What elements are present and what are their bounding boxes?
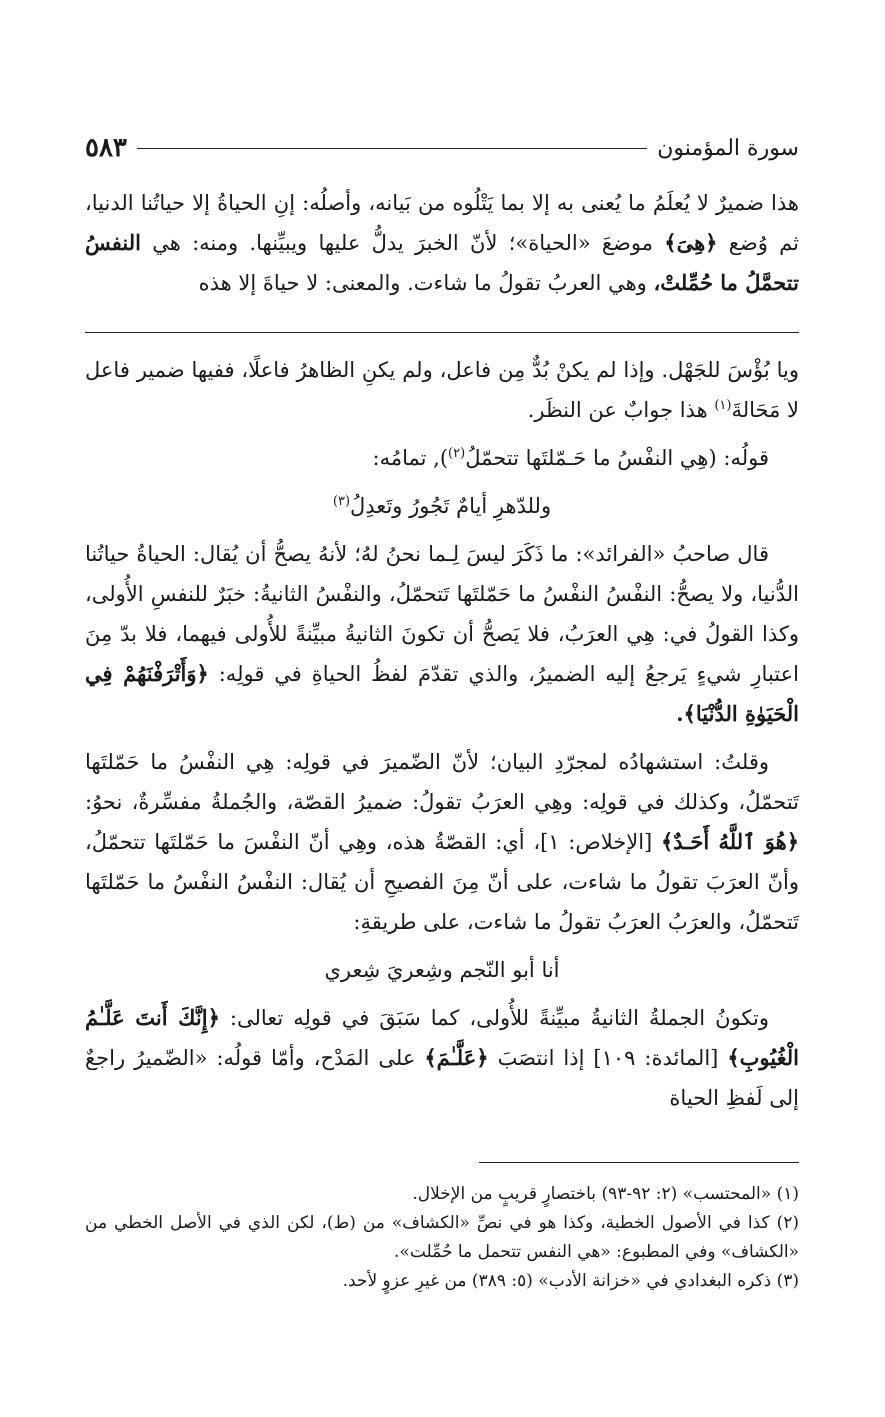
paragraph-2: قولُه: (هِي النفْسُ ما حَـمّلتَها تتحمّلُ$^{(٢)}$), تمامُه: [372,446,769,470]
footnote-divider [479,1162,799,1163]
page-number: ٥٨٣ [85,133,127,163]
header-rule [137,148,647,149]
quran-word-hiya: ﴿هِىَ﴾ [664,230,718,255]
quran-word-allam: ﴿عَلَّـٰمَ﴾ [424,1045,489,1070]
surah-reference-ikhlas: [الإخلاص: ١]، [533,830,653,854]
commentary-block [85,350,799,1126]
footnote-1: (١) «المحتسب» (٢: ٩٢-٩٣) باختصارٍ قريبٍ من الإخلال. [412,1184,799,1204]
quoted-line-3: وهي العربُ تقولُ ما شاءت. والمعنى: لا حياةَ إلا هذه [198,271,647,295]
paragraph-4: وقلتُ: استشهادُه لمجرّدِ البيان؛ لأنّ الضّميرَ في قولِه: هِي النفْسُ ما حَمّلتَها تَتحمّلُ، وكذلك في قولِه: وهِي العرَبُ تقولُ: ضميرُ القصّة، والجُملةُ مفسِّرةٌ، نحوُ: ﴿هُوَ ٱللَّهُ أَحَـدٌ﴾ [الإخلاص: ١]، أي: القصّةُ هذه، وهِي أنّ النفْسَ ما حَمّلتَها تتحمّلُ، وأنّ العرَبَ تقولُ ما شاءت، على أنّ مِنَ الفصيحِ أن يُقال: النفْسُ النفْسُ ما حَمّلتَها تَتحمّلُ، والعرَبُ العرَبُ تقولُ ما شاءت، على طريقةِ: [85,750,800,934]
footnote-3: (٣) ذكره البغدادي في «خزانة الأدب» (٥: ٣٨٩) من غيرِ عزوٍ لأحد. [342,1271,799,1291]
page-header [85,128,799,168]
footnote-2: (٢) كذا في الأصول الخطية، وكذا هو في نصِّ «الكشاف» من (ط)، لكن الذي في الأصل الخطي من «الكشاف» وفي المطبوع: «هي النفس تتحمل ما حُمِّلت». [85,1213,799,1262]
paragraph-1: ويا بُؤْسَ للجَهْل. وإذا لم يكنْ بُدٌّ مِن فاعل، ولم يكنِ الظاهرُ فاعلًا، ففيها ضمير فاعل لا مَحَالةَ$^{(١)}$ هذا جوابٌ عن النظَر. [85,358,799,422]
footnotes [85,1180,799,1296]
bold-phrase: النفسُ تتحمَّلُ ما حُمِّلتْ، [85,230,799,295]
footnote-ref-2: (٢) [448,446,466,461]
quran-ayah-maida: ﴿إِنَّكَ أَنتَ عَلَّـٰمُ الْغُيُوبِ﴾ [85,1005,799,1070]
paragraph-3: قال صاحبُ «الفرائد»: ما ذَكَرَ ليسَ لِـما نحنُ لهُ؛ لأنهُ يصحُّ أن يُقال: الحياةُ حياتُنا الدُّنيا، ولا يصحُّ: النفْسُ النفْسُ ما حَمّلتَها تَتحمّلُ، والنفْسُ الثانيةُ: خبَرٌ للنفسِ الأُولى، وكذا القولُ في: هِي العرَبُ، فلا يَصحُّ أن تكونَ الثانيةُ مبيِّنةً للأُولى فيهما، فلا بدّ مِنَ اعتبارِ شيءٍ يَرجعُ إليه الضميرُ، والذي تقدّمَ لفظُ الحياةِ في قولِه: ﴿وَأَتْرَفْنَهُمْ فِي الْحَيَوٰةِ الدُّنْيَا﴾. [85,542,799,726]
footnote-ref-3: (٣) [332,494,351,509]
paragraph-5: وتكونُ الجملةُ الثانيةُ مبيِّنةً للأُولى، كما سَبَقَ في قولِه تعالى: ﴿إِنَّكَ أَنتَ عَلَّـٰمُ الْغُيُوبِ﴾ [المائدة: ١٠٩] إذا انتصَبَ ﴿عَلَّـٰمَ﴾ على المَدْح، وأمّا قولُه: «الضّميرُ راجعٌ إلى لَفظِ الحياة [85,1005,799,1110]
footnote-ref-1: (١) [714,398,732,413]
surah-reference-maida: [المائدة: ١٠٩] [593,1046,719,1070]
quran-ayah-atrafnahum: ﴿وَأَتْرَفْنَهُمْ فِي الْحَيَوٰةِ الدُّنْيَا﴾. [85,661,799,726]
quoted-line-2: موضعَ «الحياة»؛ لأنّ الخبرَ يدلُّ عليها ويبيِّنها. ومنه: هي [152,231,653,255]
surah-title: سورة المؤمنون [657,135,799,161]
quoted-line-1: هذا ضميرٌ لا يُعلَمُ ما يُعنى به إلا بما يَتْلُوه من بَيانه، وأصلُه: إنِ الحياةُ إلا حياتُنا الدنيا، ثم وُضع [85,191,799,255]
verse-line-2: أنا أبو النّجم وشِعريَ شِعري [324,958,560,982]
section-divider [85,332,799,333]
verse-line-1: وللدّهرِ أيامٌ تَجُورُ وتَعدِلُ$^{(٣)}$ [332,494,552,518]
quoted-text-paragraph [85,183,799,303]
quran-ayah-ikhlas: ﴿هُوَ ٱللَّهُ أَحَـدٌ﴾ [660,829,800,854]
quoted-text-block [85,183,799,303]
